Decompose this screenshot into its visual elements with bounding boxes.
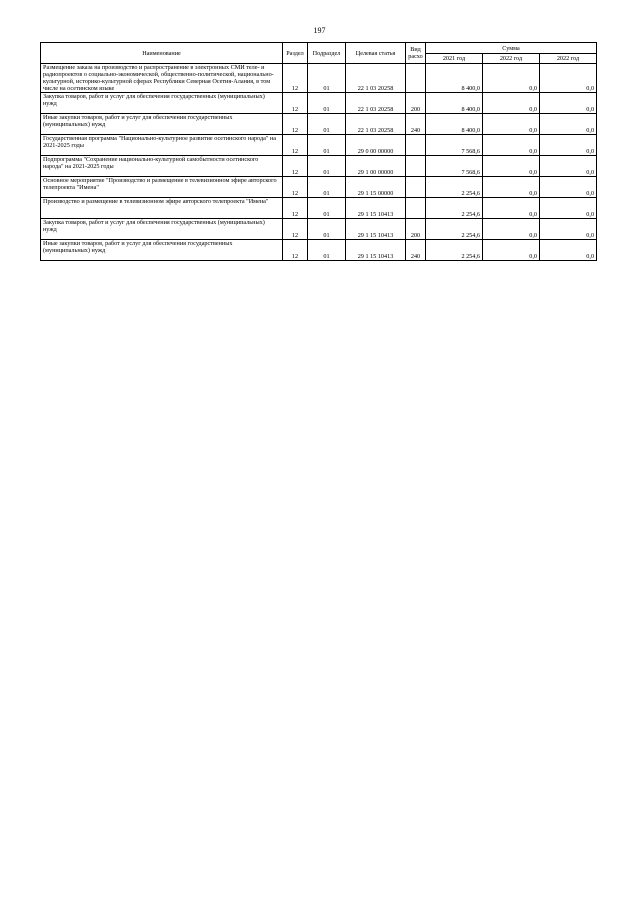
row-section: 12 — [283, 156, 308, 177]
row-subsection: 01 — [308, 135, 346, 156]
row-2023: 0,0 — [540, 114, 597, 135]
row-section: 12 — [283, 64, 308, 93]
row-target: 29 1 15 00000 — [346, 177, 406, 198]
table-row — [41, 135, 597, 156]
row-2023: 0,0 — [540, 156, 597, 177]
row-name: Государственная программа "Национально-культурное развитие осетинского народа" на 2021-2025 годы — [41, 135, 283, 156]
row-2021: 2 254,6 — [426, 177, 483, 198]
row-2021: 7 568,6 — [426, 156, 483, 177]
row-2023: 0,0 — [540, 240, 597, 261]
row-2021: 7 568,6 — [426, 135, 483, 156]
row-2023: 0,0 — [540, 64, 597, 93]
row-type: 200 — [406, 219, 426, 240]
row-2021: 8 400,0 — [426, 114, 483, 135]
header-sum: Сумма — [426, 43, 597, 54]
row-name: Размещение заказа на производство и распространение в электронных СМИ теле- и радиопроектов о социально-экономической, общественно-политической, национально-культурной, историко-культурной сферах Республики Северная Осетия-Алания, в том числе на осетинском языке — [41, 64, 283, 93]
row-section: 12 — [283, 240, 308, 261]
row-name: Производство и размещение в телевизионном эфире авторского телепроекта "Имена" — [41, 198, 283, 219]
row-target: 29 1 15 10413 — [346, 219, 406, 240]
table-row — [41, 240, 597, 261]
row-subsection: 01 — [308, 177, 346, 198]
row-subsection: 01 — [308, 156, 346, 177]
table-row — [41, 156, 597, 177]
row-target: 22 1 03 20258 — [346, 64, 406, 93]
row-2022: 0,0 — [483, 64, 540, 93]
header-type: Вид расхо — [406, 43, 426, 64]
row-type — [406, 64, 426, 93]
row-section: 12 — [283, 135, 308, 156]
row-target: 29 1 15 10413 — [346, 240, 406, 261]
header-year-2022-second: 2022 год — [540, 54, 597, 64]
row-target: 29 1 15 10413 — [346, 198, 406, 219]
row-subsection: 01 — [308, 240, 346, 261]
row-2023: 0,0 — [540, 135, 597, 156]
row-2022: 0,0 — [483, 114, 540, 135]
row-type: 240 — [406, 114, 426, 135]
row-section: 12 — [283, 198, 308, 219]
row-subsection: 01 — [308, 114, 346, 135]
header-year-2021: 2021 год — [426, 54, 483, 64]
table-row — [41, 177, 597, 198]
row-section: 12 — [283, 177, 308, 198]
row-2022: 0,0 — [483, 177, 540, 198]
row-2021: 8 400,0 — [426, 64, 483, 93]
header-name: Наименование — [41, 43, 283, 64]
row-2021: 8 400,0 — [426, 93, 483, 114]
row-name: Основное мероприятие "Производство и размещение в телевизионном эфире авторского телепроекта "Имена" — [41, 177, 283, 198]
row-subsection: 01 — [308, 198, 346, 219]
table-row — [41, 114, 597, 135]
row-type — [406, 156, 426, 177]
row-2023: 0,0 — [540, 219, 597, 240]
page-number: 197 — [313, 26, 326, 35]
header-subsection: Подраздел — [308, 43, 346, 64]
row-2021: 2 254,6 — [426, 240, 483, 261]
row-2022: 0,0 — [483, 135, 540, 156]
row-target: 22 1 03 20258 — [346, 93, 406, 114]
row-type — [406, 198, 426, 219]
row-type — [406, 135, 426, 156]
row-subsection: 01 — [308, 64, 346, 93]
row-subsection: 01 — [308, 93, 346, 114]
row-name: Закупка товаров, работ и услуг для обеспечения государственных (муниципальных) нужд — [41, 219, 283, 240]
header-row — [41, 43, 597, 54]
row-name: Иные закупки товаров, работ и услуг для обеспечения государственных (муниципальных) нужд — [41, 240, 283, 261]
table-row — [41, 93, 597, 114]
row-2023: 0,0 — [540, 198, 597, 219]
row-type: 200 — [406, 93, 426, 114]
header-target: Целевая статья — [346, 43, 406, 64]
row-type — [406, 177, 426, 198]
row-2022: 0,0 — [483, 156, 540, 177]
row-name: Подпрограмма "Сохранение национально-культурной самобытности осетинского народа" на 2021-2025 годы — [41, 156, 283, 177]
row-2023: 0,0 — [540, 93, 597, 114]
table-row — [41, 64, 597, 93]
table-row — [41, 198, 597, 219]
row-2022: 0,0 — [483, 93, 540, 114]
row-2021: 2 254,6 — [426, 219, 483, 240]
row-type: 240 — [406, 240, 426, 261]
row-target: 22 1 03 20258 — [346, 114, 406, 135]
header-section: Раздел — [283, 43, 308, 64]
row-name: Закупка товаров, работ и услуг для обеспечения государственных (муниципальных) нужд — [41, 93, 283, 114]
row-section: 12 — [283, 114, 308, 135]
header-year-2022: 2022 год — [483, 54, 540, 64]
row-2022: 0,0 — [483, 219, 540, 240]
row-name: Иные закупки товаров, работ и услуг для обеспечения государственных (муниципальных) нужд — [41, 114, 283, 135]
row-section: 12 — [283, 93, 308, 114]
row-2021: 2 254,6 — [426, 198, 483, 219]
row-2022: 0,0 — [483, 240, 540, 261]
table-row — [41, 219, 597, 240]
budget-table — [40, 42, 597, 261]
row-2023: 0,0 — [540, 177, 597, 198]
row-target: 29 1 00 00000 — [346, 156, 406, 177]
row-target: 29 0 00 00000 — [346, 135, 406, 156]
row-section: 12 — [283, 219, 308, 240]
row-2022: 0,0 — [483, 198, 540, 219]
row-subsection: 01 — [308, 219, 346, 240]
